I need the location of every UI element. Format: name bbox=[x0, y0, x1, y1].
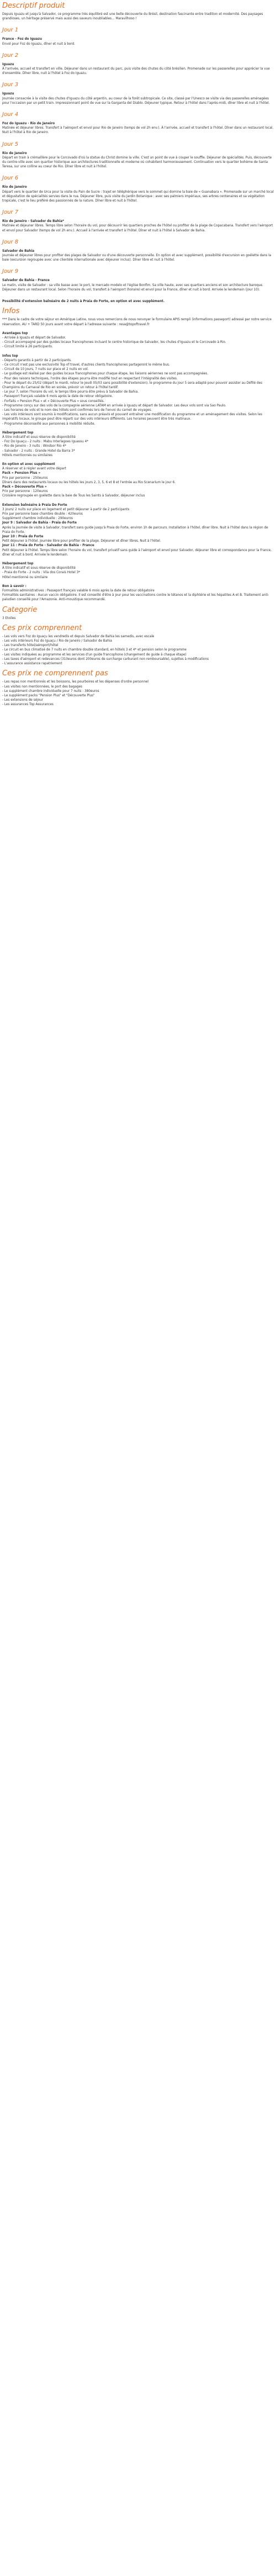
infos-line: - Salvador - 2 nuits : Grande Hotel da Barra 3* bbox=[2, 449, 75, 453]
infos-line: - Passeport français valable 6 mois après la date de retour obligatoire. bbox=[2, 395, 113, 399]
prix-ne-comprend-lines bbox=[2, 680, 274, 707]
infos-line: Jour 10 : Praia do Forte bbox=[2, 535, 44, 539]
infos-line: - Arrivée à Iguazu et départ de Salvador. bbox=[2, 336, 66, 340]
infos-line: - Rio de Janeiro - 3 nuits : Windsor Rio 4* bbox=[2, 445, 66, 448]
day-destination: Iguazu bbox=[2, 62, 14, 66]
day-destination: Rio de Janeiro bbox=[2, 151, 27, 155]
infos-line: Infos top bbox=[2, 354, 18, 358]
infos-line: - Les horaires de vols et le nom des hôtels sont confirmés lors de l'envoi du carnet de voyages. bbox=[2, 408, 152, 412]
day-description: Le matin, visite de Salvador : sa ville basse avec le port, le mercado modelo et l'église Bonfim. Sa ville haute, avec ses quartiers anciens et son architecture baroque. Déjeuner dans un restaurant local. Selon l'horaire du vol, transfert à l'aéroport (horaire) et envol pour la France, dîner et nuit à bord. Arrivée le lendemain (jour 10). bbox=[2, 283, 263, 292]
infos-line: Pack « Pension Plus » bbox=[2, 472, 41, 475]
day-destination: Rio de Janeiro - Salvador de Bahia* bbox=[2, 220, 65, 224]
infos-line: À réserver et à régler avant votre départ bbox=[2, 467, 66, 471]
day-block bbox=[2, 239, 274, 263]
extension-note: Possibilité d'extension balnéaire de 2 nuits à Praia do Forte, en option et avec supplément. bbox=[2, 300, 164, 304]
infos-line: - Le jour 7, selon l'horaire du vol, le temps libre pourra être prévu à Salvador de Bahia. bbox=[2, 390, 139, 394]
infos-line: - Programme conçu sur des vols de la compagnie aérienne LATAM en arrivée à Iguazu et départ de Salvador. Les deux vols sont via Sao Paulo. bbox=[2, 404, 226, 408]
infos-line: *** Dans le cadre de votre séjour en Amérique Latine, nous vous remercions de nous renvoyer le formulaire APIS rempli (informations passeport) adressé par notre service réservation, AU + TARD 50 jours avant votre départ à l'adresse suivante : resa@topoftravel.fr bbox=[2, 318, 272, 326]
day-title: Jour 3 bbox=[2, 82, 19, 88]
infos-line: - Foz Do Iguaçu - 2 nuits : Mabu Interlagoes Iguassu 4* bbox=[2, 440, 88, 444]
prix-comprend-item: - Les vols intérieurs Foz do Iguaçu / Rio de Janeiro / Salvador de Bahia bbox=[2, 639, 112, 643]
day-title: Jour 8 bbox=[2, 239, 19, 245]
day-description: Journée et déjeuner libres pour profiter des plages de Salvador ou d'une découverte personnelle. En option et avec supplément, possibilité d'excursion en goélette dans la baie (excursion regroupée avec une clientèle internationale avec déjeuner inclus). Dîner libre et nuit à l'hôtel. bbox=[2, 254, 272, 262]
infos-line: Dîners dans des restaurants locaux ou les hôtels les jours 2, 3, 5, 6 et 8 et l'entrée au Rio Scenarium le jour 6. bbox=[2, 480, 176, 484]
infos-line: - Praia do Forte - 2 nuits : Vila dos Corais Hotel 3* bbox=[2, 571, 81, 575]
days-list bbox=[2, 27, 274, 292]
infos-line: - Circuit accompagné par des guides locaux francophones incluant le centre historique de Salvador, les chutes d'Iguazu et le Corcovado à Rio. bbox=[2, 341, 226, 345]
prix-ne-comprend-item: - Les repas non mentionnés et les boissons, les pourboires et les dépenses d'ordre personnel bbox=[2, 680, 149, 684]
day-title: Jour 9 bbox=[2, 268, 19, 275]
infos-line: Petit déjeuner à l'hôtel. Temps libre selon l'horaire du vol, transfert privatif sans guide à l'aéroport et envol pour Salvador, déjeuner libre et correspondance pour la France, dîner et nuit à bord. Arrivée le lendemain. bbox=[2, 548, 272, 557]
infos-line: - Circuit de 10 jours, 7 nuits sur place et 2 nuits en vol. bbox=[2, 368, 89, 372]
day-block bbox=[2, 268, 274, 292]
day-destination: Iguazu bbox=[2, 92, 14, 96]
infos-line: Bon à savoir : bbox=[2, 584, 26, 588]
prix-ne-comprend-item: - Les extensions de séjour bbox=[2, 699, 44, 702]
infos-line: Jour 11 : Praia do Forte - Salvador de Bahia - France bbox=[2, 544, 94, 548]
infos-line: À titre indicatif et sous réserve de disponibilité bbox=[2, 567, 76, 570]
page bbox=[0, 2, 276, 711]
prix-comprend-item: - Les visites indiquées au programme et les services d'un guide francophone (changement de guide à chaque étape) bbox=[2, 653, 187, 657]
infos-line: Hébergement top bbox=[2, 431, 34, 435]
infos-line: - Pour le départ du 25/02 (départ le mardi, retour le jeudi 05/03 sans possibilité d'extension), le programme du jour 5 sera adapté pour pouvoir assister au Défilé des Champions du Carnaval de Rio en soirée, prévoir un retour à l'hôtel tardif. bbox=[2, 381, 263, 389]
infos-line: Formalités administratives : Passeport français valable 6 mois après la date de retour obligatoire bbox=[2, 589, 155, 593]
infos-line: À titre indicatif et sous réserve de disponibilité bbox=[2, 435, 76, 439]
categorie-heading: Categorie bbox=[2, 605, 38, 614]
infos-lines bbox=[2, 318, 274, 602]
infos-line: Petit déjeuner à l'hôtel. Journée libre pour profiter de la plage. Déjeuner et dîner libres. Nuit à l'hôtel. bbox=[2, 539, 161, 543]
infos-line: Prix par personne base chambre double : 420euros bbox=[2, 512, 83, 516]
day-block bbox=[2, 27, 274, 46]
day-description: Départ en train à crémaillère pour le Corcovado d'où la statue du Christ domine la ville. C'est un point de vue à couper le souffle. Déjeuner de spécialités. Puis, découverte du centre-ville avec son quartier historique aux architectures traditionnelle et moderne où cohabitent harmonieusement. Continuation vers le quartier bohème de Santa Teresa, sur une colline au coeur de Rio. Dîner libre et nuit à l'hôtel. bbox=[2, 156, 272, 169]
infos-line: Avantages top bbox=[2, 331, 28, 335]
prix-comprend-item: - L'assurance assistance rapatriement bbox=[2, 662, 62, 666]
prix-ne-comprend-section bbox=[2, 669, 274, 707]
day-block bbox=[2, 81, 274, 105]
day-block bbox=[2, 52, 274, 76]
infos-line: - Circuit limité à 26 participants. bbox=[2, 345, 53, 349]
infos-line: Croisière regroupée en goélette dans la baie de Tous les Saints à Salvador, déjeuner inclus bbox=[2, 494, 145, 498]
infos-line: Prix par personne : 120euros bbox=[2, 490, 48, 494]
descriptif-heading: Descriptif produit bbox=[2, 2, 65, 10]
prix-comprend-item: - Le circuit en bus climatisé de 7 nuits en chambre double standard, en hôtels 3 et 4* et pension selon le programme bbox=[2, 648, 187, 652]
day-description: À l'arrivée, accueil et transfert en ville. Déjeuner dans un restaurant du parc, puis visite des chutes du côté brésilien. Promenade sur les passerelles pour apprécier la vue d'ensemble. Dîner libre, nuit à l'hôtel à Foz do Iguazu. bbox=[2, 67, 270, 76]
day-destination: Salvador de Bahia - France bbox=[2, 279, 50, 283]
day-title: Jour 1 bbox=[2, 27, 19, 34]
infos-line: Formalités sanitaires : Aucun vaccin obligatoire. Il est conseillé d'être à jour pour les vaccinations contre le tétanos et la diphtérie et les hépatites A et B. Traitement anti-paludien conseillé pour l'Amazonie. Anti-moustique recommandé. bbox=[2, 594, 269, 602]
day-block bbox=[2, 111, 274, 135]
infos-line: - Ce circuit n'est pas une exclusivité Top of travel, d'autres clients francophones partageront le même bus. bbox=[2, 363, 170, 367]
day-title: Jour 7 bbox=[2, 209, 19, 216]
categorie-value: 3 Etoiles bbox=[2, 616, 16, 620]
day-description: Envol pour Foz do Iguazu, dîner et nuit à bord. bbox=[2, 42, 75, 46]
day-destination: Foz do Iguazu - Rio de Janeiro bbox=[2, 122, 55, 126]
infos-line: Supplément chambre individuelle : 290euros bbox=[2, 517, 73, 521]
infos-line: Hôtel mentionné ou similaire bbox=[2, 575, 48, 579]
prix-ne-comprend-item: - Les visites non mentionnées, le port des bagages bbox=[2, 685, 82, 689]
infos-line: - Départs garantis à partir de 2 participants. bbox=[2, 358, 72, 362]
descriptif-intro: Depuis Iguazu et jusqu'à Salvador, ce programme très équilibré est une belle découverte du Brésil, destination fascinante entre tradition et modernité. Des paysages grandioses, un héritage préservé mais aussi des saveurs inoubliables... Maravilhoso ! bbox=[2, 13, 263, 21]
day-title: Jour 2 bbox=[2, 52, 19, 59]
infos-line: - Le guidage est réalisé par des guides locaux francophones pour chaque étape, les liaisons aériennes ne sont pas accompagnées. bbox=[2, 372, 209, 376]
infos-section bbox=[2, 307, 274, 602]
prix-comprend-item: - Les transferts hôtel/aéroport/hôtel bbox=[2, 644, 59, 648]
infos-line: Prix par personne : 250euros bbox=[2, 476, 48, 480]
prix-comprend-item: - Les vols vers Foz do Iguaçu les vendredis et depuis Salvador de Bahia les samedis, avec escale bbox=[2, 634, 155, 638]
day-block bbox=[2, 209, 274, 233]
infos-line: Hôtels mentionnés ou similaires bbox=[2, 453, 53, 457]
prix-comprend-item: - Les taxes d'aéroport et redevances (310euros dont 200euros de surcharge carburant non remboursable), sujettes à modifications bbox=[2, 657, 209, 661]
day-title: Jour 4 bbox=[2, 112, 19, 118]
day-destination: Salvador de Bahia bbox=[2, 249, 35, 253]
infos-line: - Forfaits « Pension Plus » et « Découverte Plus » sous conseillés. bbox=[2, 399, 105, 403]
day-destination: Rio de Janeiro bbox=[2, 186, 27, 189]
prix-comprend-heading: Ces prix comprennent bbox=[2, 623, 82, 632]
day-title: Jour 5 bbox=[2, 141, 19, 147]
day-description: Matinée et déjeuner libres. Temps libre selon l'horaire du vol, pour découvrir les quartiers proches de l'hôtel ou profiter de la plage de Copacabana. Transfert vers l'aéroport et envol pour Salvador (temps de vol 2h env.). Accueil à l'arrivée et transfert à l'hôtel. Dîner et nuit à l'hôtel à Salvador de Bahia. bbox=[2, 224, 273, 232]
infos-line: - Pour des raisons techniques, l'ordre des étapes pourra être modifié tout en respectant l'intégralité des visites. bbox=[2, 377, 178, 380]
infos-heading: Infos bbox=[2, 307, 20, 316]
infos-line: Après la journée de visite à Salvador, transfert sans guide jusqu'à Praia do Forte, environ 1h de parcours. Installation à l'hôtel, dîner libre. Nuit à l'hôtel dans la région de Praia do Forte. bbox=[2, 526, 268, 534]
infos-line: En option et avec supplément bbox=[2, 462, 55, 466]
infos-line: Extension balnéaire à Praia Do Forte bbox=[2, 503, 67, 507]
day-block bbox=[2, 174, 274, 203]
infos-line: - Programme déconseillé aux personnes à mobilité réduite. bbox=[2, 422, 95, 426]
day-description: Matinée et déjeuner libres. Transfert à l'aéroport et envol pour Rio de Janeiro (temps de vol 2h env.). À l'arrivée, accueil et transfert à l'hôtel. Dîner dans un restaurant local. Nuit à l'hôtel à Rio de Janeiro. bbox=[2, 126, 274, 135]
day-block bbox=[2, 141, 274, 170]
infos-line: 3 jours/ 2 nuits sur place en logement et petit déjeuner à partir de 2 participants bbox=[2, 507, 130, 511]
prix-ne-comprend-item: - Le supplément chambre individuelle pour 7 nuits : 380euros bbox=[2, 689, 99, 693]
infos-line: Pack « Découverte Plus » bbox=[2, 485, 47, 489]
infos-line: Hébergement top bbox=[2, 562, 34, 566]
prix-comprend-lines bbox=[2, 634, 274, 666]
prix-ne-comprend-item: - Le supplément packs "Pension Plus" et "Découverte Plus" bbox=[2, 694, 95, 697]
prix-ne-comprend-item: - Les assurances Top Assurances bbox=[2, 703, 54, 707]
infos-line: - Les vols intérieurs sont soumis à modifications, sans aucun préavis et pouvant entraîner une modification du programme et un aménagement des visites. Selon les impératifs locaux, le groupe peut être réparti sur des vols intérieurs différents. Les horaires peuvent être très matinaux. bbox=[2, 413, 262, 421]
day-description: Départ vers le quartier de Urca pour la visite du Pain de Sucre : trajet en téléphérique vers le sommet qui domine la baie de « Guanabara ». Promenade sur un marché local et dégustation de spécialités servies dans le rua. Déjeuner libre, puis visite du Jardin Botanique : avec ses palmiers impériaux, ses arbres centenaires et sa végétation tropicale, c'est le lieu préféré des passionnés de la nature. Dîner libre et nuit à l'hôtel. bbox=[2, 190, 274, 203]
prix-comprend-section bbox=[2, 624, 274, 666]
categorie-section bbox=[2, 606, 274, 621]
day-title: Jour 6 bbox=[2, 175, 19, 182]
infos-line: Jour 9 : Salvador de Bahia - Praia do Forte bbox=[2, 521, 77, 525]
prix-ne-comprend-heading: Ces prix ne comprennent pas bbox=[2, 669, 108, 678]
day-description: Journée consacrée à la visite des chutes d'Iguazu du côté argentin, au coeur de la forêt subtropicale. Ce site, classé par l'Unesco se visite via des passerelles aménagées pour l'occasion par un petit train. Impressionnant point de vue sur la Garganta del Diablo. Déjeuner typique. Retour à l'hôtel dans l'après-midi, dîner libre et nuit à l'hôtel. bbox=[2, 97, 270, 105]
day-destination: France - Foz do Iguazu bbox=[2, 38, 43, 41]
